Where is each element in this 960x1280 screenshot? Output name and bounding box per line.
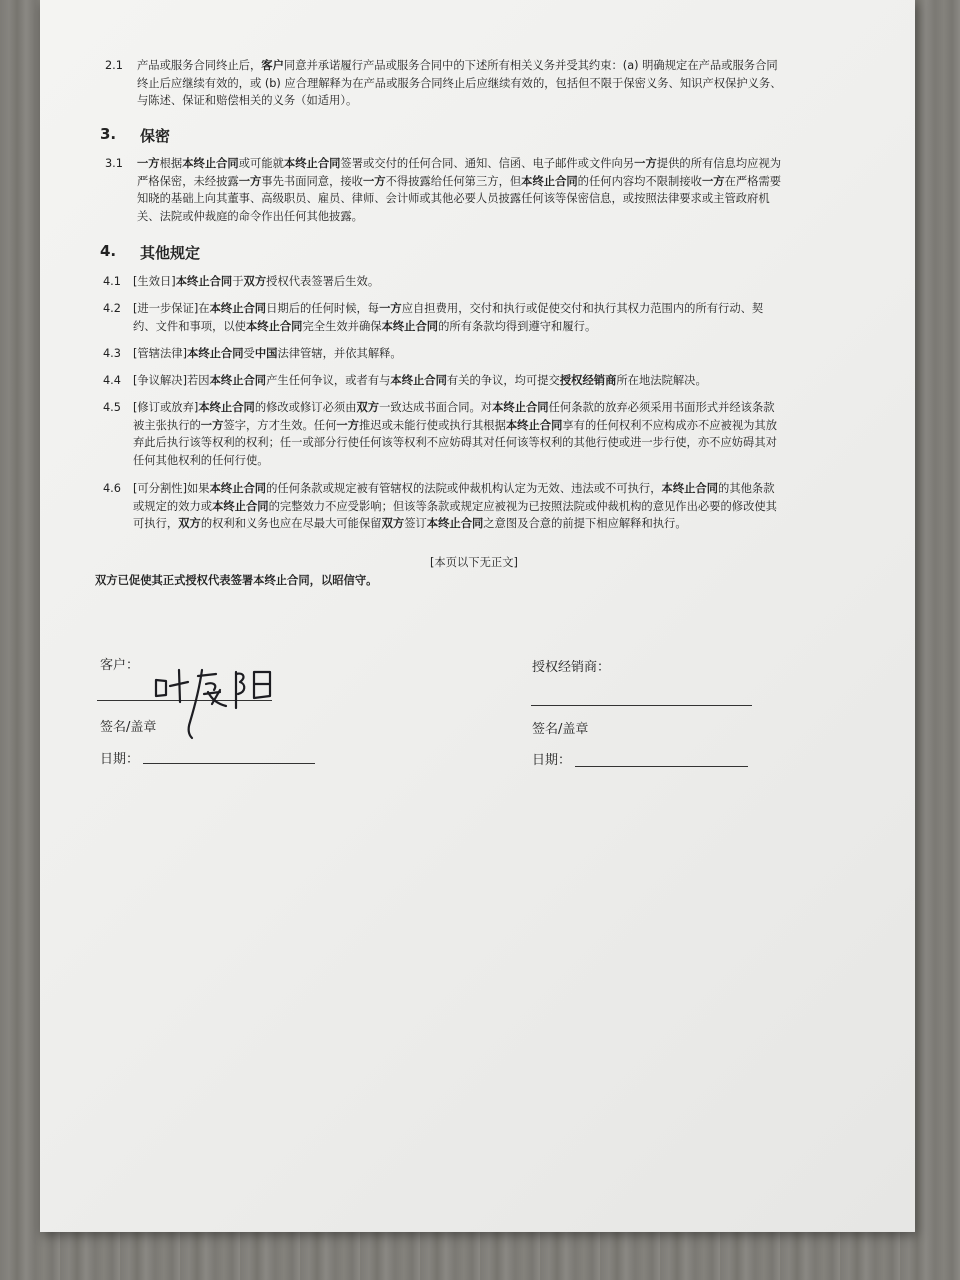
customer-sign-seal-label: 签名/盖章 (100, 720, 157, 735)
clause-line: [修订或放弃]本终止合同的修改或修订必须由双方一致达成书面合同。对本终止合同任何条款的放弃必须采用书面形式并经该条款 (133, 401, 775, 414)
clause-number: 4.5 (103, 401, 121, 414)
end-of-text-note: [本页以下无正文] (430, 556, 518, 569)
clause-line: 与陈述、保证和赔偿相关的义务（如适用）。 (137, 94, 358, 107)
dealer-date-label: 日期： (532, 753, 572, 768)
clause-line: 严格保密，未经披露一方事先书面同意，接收一方不得披露给任何第三方，但本终止合同的任何内容均不限制接收一方在严格需要 (137, 174, 782, 188)
clause-number: 4.3 (103, 347, 121, 360)
customer-date-label: 日期： (100, 752, 140, 767)
witness-statement: 双方已促使其正式授权代表签署本终止合同，以昭信守。 (95, 574, 378, 587)
customer-date-line (143, 763, 315, 764)
clause-number: 2.1 (105, 59, 123, 72)
clause-number: 4.2 (103, 302, 121, 315)
clause-line: 终止后应继续有效的，或 (b) 应合理解释为在产品或服务合同终止后应继续有效的，包括但不限于保密义务、知识产权保护义务、 (137, 76, 782, 90)
clause-line: 任何其他权利的任何行使。 (133, 453, 269, 467)
clause-line: 知晓的基础上向其董事、高级职员、雇员、律师、会计师或其他必要人员披露任何该等保密信息，或按照法律要求或主管政府机 (137, 192, 770, 205)
clause-line: 可执行，双方的权利和义务也应在尽最大可能保留双方签订本终止合同之意图及合意的前提下相应解释和执行。 (133, 517, 687, 530)
clause-line: 产品或服务合同终止后，客户同意并承诺履行产品或服务合同中的下述所有相关义务并受其约束：(a) 明确规定在产品或服务合同 (137, 59, 778, 72)
section-number: 3. (100, 125, 117, 143)
clause-line: [管辖法律]本终止合同受中国法律管辖，并依其解释。 (133, 347, 402, 360)
section-title: 保密 (140, 127, 171, 145)
clause-line: 被主张执行的一方签字，方才生效。任何一方推迟或未能行使或执行其根据本终止合同享有的任何权利不应构成亦不应被视为其放 (133, 418, 778, 432)
clause-line: [生效日]本终止合同于双方授权代表签署后生效。 (133, 275, 380, 288)
clause-line: [进一步保证]在本终止合同日期后的任何时候，每一方应自担费用，交付和执行或促使交付和执行其权力范围内的所有行动、契 (133, 302, 764, 315)
section-number: 4. (100, 242, 117, 260)
clause-line: 约、文件和事项，以使本终止合同完全生效并确保本终止合同的所有条款均得到遵守和履行。 (133, 319, 597, 333)
dealer-label: 授权经销商： (532, 660, 611, 675)
dealer-signature-line (531, 705, 752, 706)
section-title: 其他规定 (140, 244, 201, 262)
clause-number: 4.1 (103, 275, 121, 288)
dealer-date-line (575, 766, 748, 767)
clause-number: 4.6 (103, 482, 121, 495)
clause-line: 弃此后执行该等权利的权利；任一或部分行使任何该等权利不应妨碍其对任何该等权利的其他行使或进一步行使，亦不应妨碍其对 (133, 436, 777, 449)
clause-line: 一方根据本终止合同或可能就本终止合同签署或交付的任何合同、通知、信函、电子邮件或文件向另一方提供的所有信息均应视为 (137, 157, 782, 170)
clause-line: 或规定的效力或本终止合同的完整效力不应受影响；但该等条款或规定应被视为已按照法院或仲裁机构的意见作出必要的修改使其 (133, 499, 777, 513)
customer-label: 客户： (100, 658, 140, 673)
clause-line: [可分割性]如果本终止合同的任何条款或规定被有管辖权的法院或仲裁机构认定为无效、违法或不可执行，本终止合同的其他条款 (133, 482, 775, 495)
clause-number: 3.1 (105, 157, 123, 170)
dealer-sign-seal-label: 签名/盖章 (532, 722, 589, 737)
clause-line: [争议解决]若因本终止合同产生任何争议，或者有与本终止合同有关的争议，均可提交授权经销商所在地法院解决。 (133, 374, 707, 387)
handwritten-signature (150, 662, 290, 742)
clause-number: 4.4 (103, 374, 121, 387)
clause-line: 关、法院或仲裁庭的命令作出任何其他披露。 (137, 209, 363, 223)
